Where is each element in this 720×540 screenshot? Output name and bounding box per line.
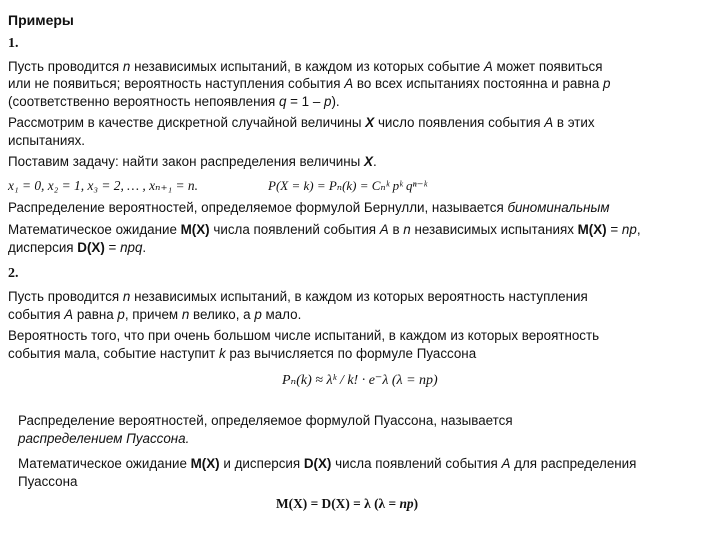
- ex2-line-2: события А равна р, причем n велико, а р мало.: [8, 307, 302, 322]
- ex1-line-4: Рассмотрим в качестве дискретной случайной величины Х число появления события А в этих: [8, 115, 595, 130]
- poisson-formula: Pₙ(k) ≈ λᵏ / k! · e⁻λ (λ = np): [282, 373, 438, 388]
- page-heading: Примеры: [8, 12, 74, 28]
- example-1-number: 1.: [8, 36, 19, 51]
- ex1-line-1: Пусть проводится n независимых испытаний, в каждом из которых событие А может появиться: [8, 59, 603, 74]
- bernoulli-formula: P(X = k) = Pₙ(k) = Cₙᵏ pᵏ qⁿ⁻ᵏ: [268, 178, 428, 193]
- ex1-line-9: дисперсия D(X) = npq.: [8, 240, 147, 255]
- ex2-line-1: Пусть проводится n независимых испытаний, в каждом из которых вероятность наступления: [8, 289, 588, 304]
- ex1-line-6: Поставим задачу: найти закон распределения величины Х.: [8, 154, 377, 169]
- ex1-line-7: Распределение вероятностей, определяемое формулой Бернулли, называется биноминальным: [8, 200, 610, 215]
- ex1-line-2: или не появиться; вероятность наступления события А во всех испытаниях постоянна и равна р: [8, 76, 611, 91]
- ex2-line-4: события мала, событие наступит k раз вычисляется по формуле Пуассона: [8, 346, 477, 361]
- ex1-line-8: Математическое ожидание М(Х) числа появлений события А в n независимых испытаниях М(Х) = nр,: [8, 222, 641, 237]
- ex1-line-5: испытаниях.: [8, 133, 86, 148]
- ex2-line-6: распределением Пуассона.: [18, 431, 190, 446]
- example-2-number: 2.: [8, 266, 19, 281]
- x-values-line: x₁ = 0, x₂ = 1, x₃ = 2, … , xₙ₊₁ = n.: [8, 178, 198, 193]
- final-formula: М(Х) = D(X) = λ (λ = np): [276, 496, 419, 511]
- ex1-line-3: (соответственно вероятность непоявления q = 1 – р).: [8, 94, 340, 109]
- ex2-line-5: Распределение вероятностей, определяемое формулой Пуассона, называется: [18, 413, 513, 428]
- ex2-line-7: Математическое ожидание М(Х) и дисперсия D(X) числа появлений события А для распределения: [18, 456, 637, 471]
- ex2-line-8: Пуассона: [18, 474, 78, 489]
- ex2-line-3: Вероятность того, что при очень большом числе испытаний, в каждом из которых вероятность: [8, 328, 600, 343]
